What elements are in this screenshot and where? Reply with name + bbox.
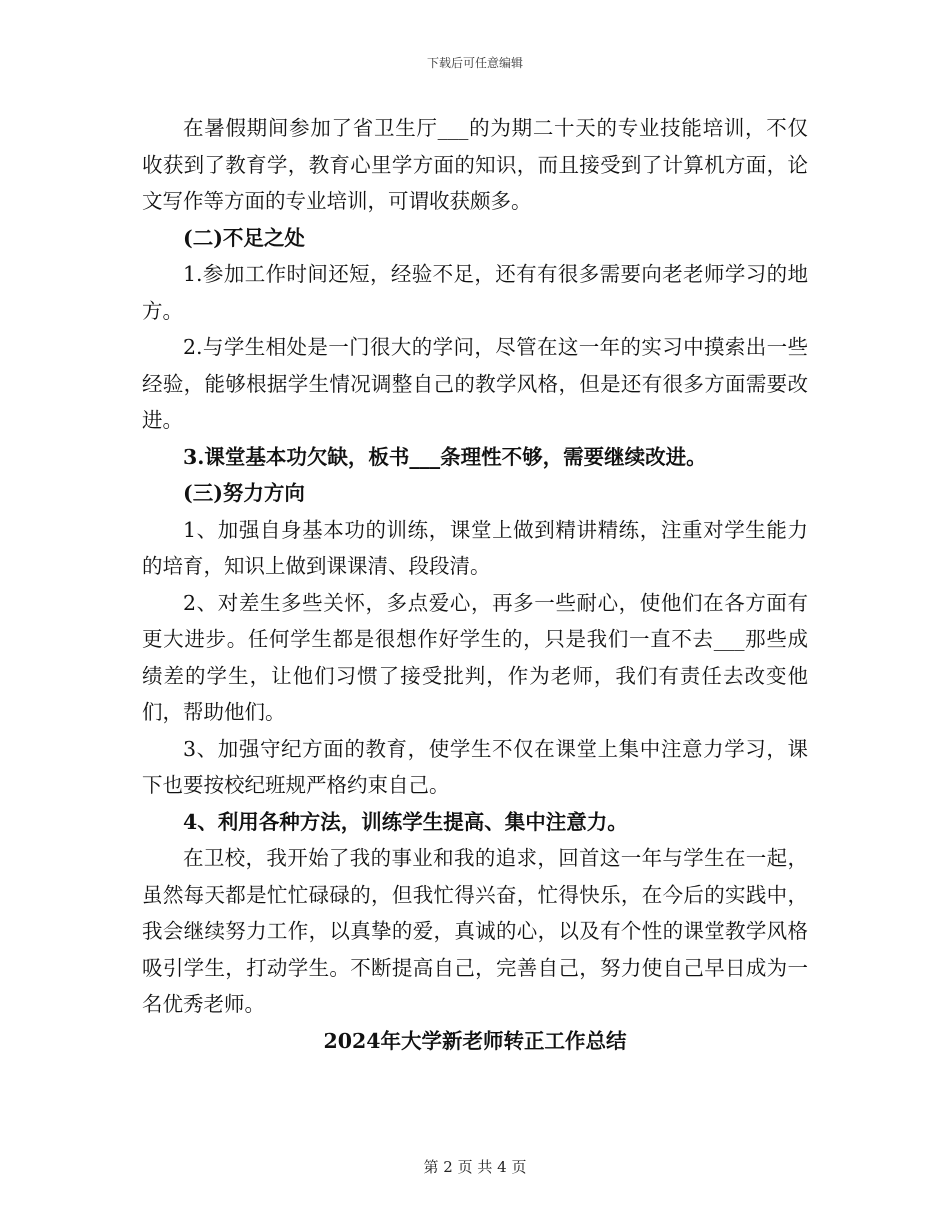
paragraph-closing: 在卫校，我开始了我的事业和我的追求，回首这一年与学生在一起，虽然每天都是忙忙碌碌的，但我忙得兴奋，忙得快乐，在今后的实践中，我会继续努力工作，以真挚的爱，真诚的心，以及有个性的课堂教学风格吸引学生，打动学生。不断提高自己，完善自己，努力使自己早日成为一名优秀老师。 bbox=[142, 846, 808, 1016]
section-title: 2024年大学新老师转正工作总结 bbox=[323, 1028, 627, 1053]
paragraph-shortcoming-2: 2.与学生相处是一门很大的学问，尽管在这一年的实习中摸索出一些经验，能够根据学生情况调整自己的教学风格，但是还有很多方面需要改进。 bbox=[142, 335, 808, 432]
document-body bbox=[142, 110, 808, 1059]
page-number: 第 2 页 共 4 页 bbox=[423, 1158, 527, 1176]
paragraph-shortcoming-3: 3.课堂基本功欠缺，板书___条理性不够，需要继续改进。 bbox=[183, 444, 707, 469]
paragraph-training: 在暑假期间参加了省卫生厅___的为期二十天的专业技能培训，不仅收获到了教育学，教育心里学方面的知识，而且接受到了计算机方面，论文写作等方面的专业培训，可谓收获颇多。 bbox=[142, 116, 808, 213]
heading-direction: (三)努力方向 bbox=[183, 481, 305, 505]
paragraph-shortcoming-1: 1.参加工作时间还短，经验不足，还有有很多需要向老老师学习的地方。 bbox=[142, 262, 808, 323]
paragraph-direction-3: 3、加强守纪方面的教育，使学生不仅在课堂上集中注意力学习，课下也要按校纪班规严格约束自己。 bbox=[142, 736, 808, 797]
header-note: 下载后可任意编辑 bbox=[426, 56, 523, 70]
paragraph-direction-2: 2、对差生多些关怀，多点爱心，再多一些耐心，使他们在各方面有更大进步。任何学生都是很想作好学生的，只是我们一直不去___那些成绩差的学生，让他们习惯了接受批判，作为老师，我们有责任去改变他们，帮助他们。 bbox=[142, 590, 808, 724]
heading-shortcomings: (二)不足之处 bbox=[183, 225, 305, 250]
paragraph-direction-1: 1、加强自身基本功的训练，课堂上做到精讲精练，注重对学生能力的培育，知识上做到课课清、段段清。 bbox=[142, 517, 808, 578]
paragraph-direction-4: 4、利用各种方法，训练学生提高、集中注意力。 bbox=[183, 809, 628, 834]
